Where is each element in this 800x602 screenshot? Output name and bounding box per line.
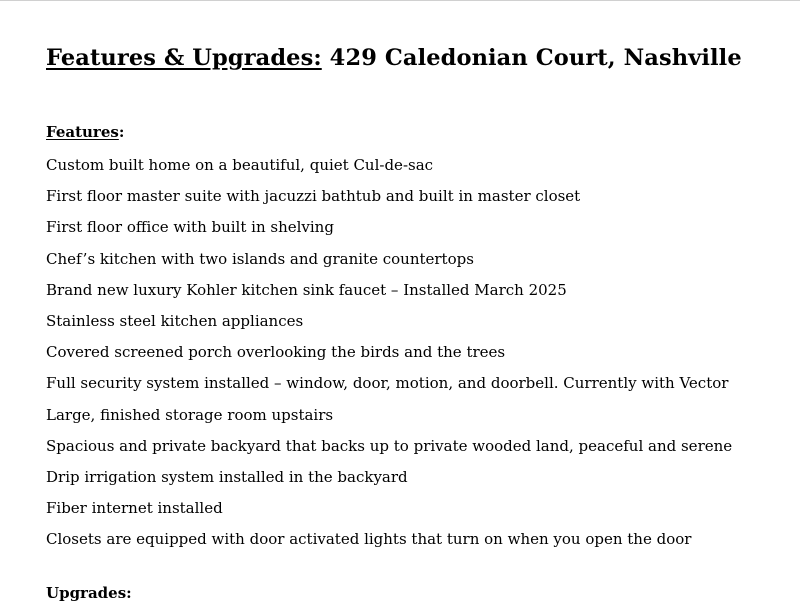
features-list [46, 154, 732, 559]
page-top-border [0, 0, 800, 1]
feature-item: Custom built home on a beautiful, quiet Cul-de-sac [46, 156, 434, 174]
document-title [46, 45, 742, 71]
feature-item: Drip irrigation system installed in the backyard [46, 467, 408, 486]
feature-item: Large, finished storage room upstairs [46, 405, 334, 424]
document-title-address: 429 Caledonian Court, Nashville [321, 45, 742, 71]
feature-item: Covered screened porch overlooking the birds and the trees [46, 343, 506, 362]
features-heading-text: Features [46, 123, 119, 141]
features-heading-colon: : [118, 123, 125, 141]
feature-item: Spacious and private backyard that backs up to private wooded land, peaceful and serene [46, 436, 733, 455]
feature-item: First floor office with built in shelving [46, 218, 334, 237]
upgrades-heading-text: Upgrades [46, 584, 127, 602]
upgrades-heading-colon: : [126, 584, 132, 602]
document-title-lead: Features & Upgrades: [46, 45, 322, 71]
feature-item: Stainless steel kitchen appliances [46, 311, 304, 330]
feature-item: Brand new luxury Kohler kitchen sink faucet – Installed March 2025 [46, 280, 567, 299]
feature-item: Full security system installed – window, door, motion, and doorbell. Currently with Vector [46, 374, 729, 393]
upgrades-heading [46, 584, 132, 602]
feature-item: First floor master suite with jacuzzi bathtub and built in master closet [46, 187, 581, 206]
feature-item: Closets are equipped with door activated lights that turn on when you open the door [46, 530, 692, 549]
feature-item: Fiber internet installed [46, 499, 223, 518]
features-heading [46, 123, 124, 141]
feature-item: Chef’s kitchen with two islands and granite countertops [46, 249, 474, 268]
